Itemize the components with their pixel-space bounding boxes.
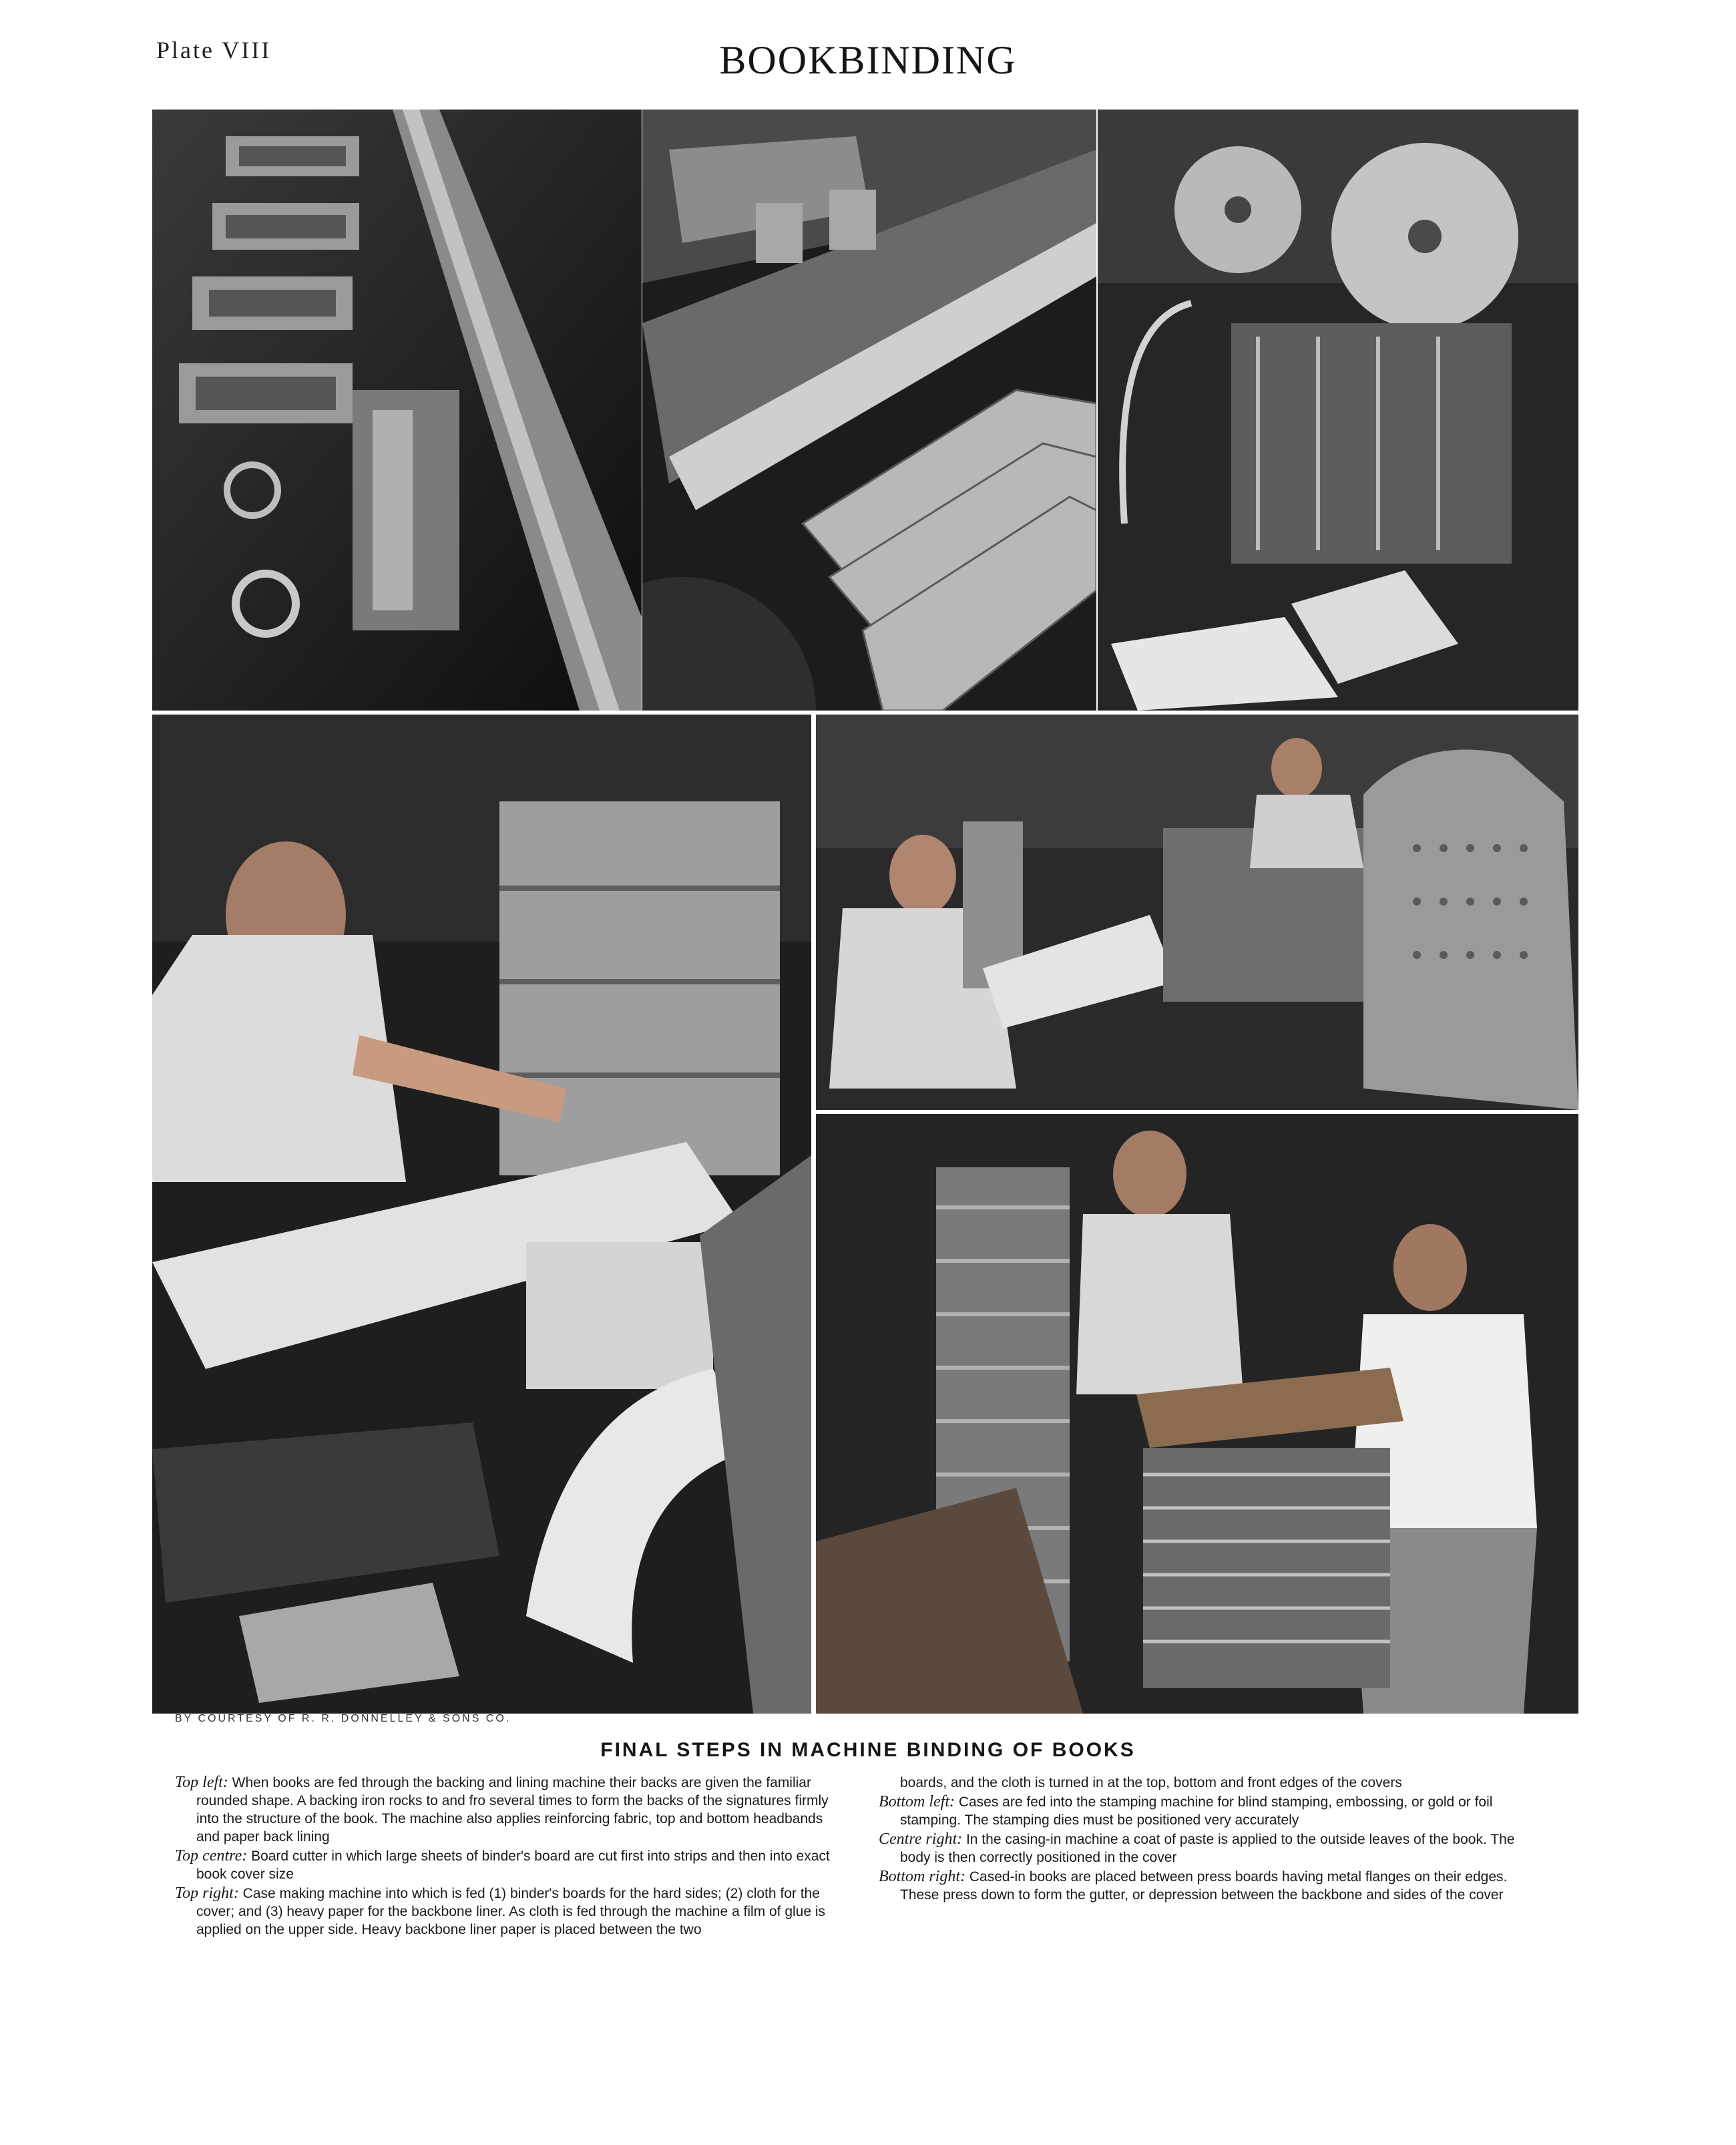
caption-text: Cased-in books are placed between press boards having metal flanges on their edges. These press down to form the gutter, or depression between the backbone and sides of the cover [900,1869,1508,1903]
page-title: BOOKBINDING [719,38,1017,82]
caption-column-right [879,1774,1533,1905]
board-cutter-illustration [642,110,1096,711]
case-making-machine-illustration [1098,110,1578,711]
caption-bottom-left [879,1793,1533,1829]
plate-number: VIII [222,37,272,63]
photo-top-left [152,110,642,711]
photo-centre-right [816,715,1578,1110]
casing-in-machine-illustration [816,715,1578,1110]
caption-text: Board cutter in which large sheets of binder's board are cut first into strips and then into exact book cover size [196,1848,830,1882]
caption-text: Cases are fed into the stamping machine for blind stamping, embossing, or gold or foil stamping. The stamping dies must be positioned very accurately [900,1794,1493,1828]
caption-column-left [175,1774,843,1940]
caption-text: In the casing-in machine a coat of paste is applied to the outside leaves of the book. The body is then correctly positioned in the cover [900,1832,1515,1865]
plate-word: Plate [156,37,214,63]
caption-lead: Centre right: [879,1830,963,1848]
caption-lead: Bottom right: [879,1868,965,1885]
caption-bottom-right [879,1868,1533,1904]
photo-bottom-right [816,1114,1578,1714]
backing-machine-illustration [152,110,642,711]
caption-top-centre [175,1847,843,1883]
caption-top-right-continuation: boards, and the cloth is turned in at the top, bottom and front edges of the covers [900,1775,1402,1790]
caption-lead: Top centre: [175,1847,248,1865]
caption-centre-right [879,1830,1533,1867]
caption-text: Case making machine into which is fed (1) binder's boards for the hard sides; (2) cloth for the cover; and (3) heavy paper for the backbone liner. As cloth is fed through the machine a film of glue is applied on the upper side. Heavy backbone liner paper is placed between the two [196,1886,826,1937]
press-boards-illustration [816,1114,1578,1714]
stamping-machine-illustration [152,715,811,1714]
photo-credit: BY COURTESY OF R. R. DONNELLEY & SONS CO. [175,1713,511,1724]
photo-top-centre [642,110,1096,711]
caption-lead: Bottom left: [879,1793,955,1810]
photo-top-right [1098,110,1578,711]
caption-top-right [175,1885,843,1939]
photo-bottom-left [152,715,811,1714]
caption-text: When books are fed through the backing and lining machine their backs are given the familiar rounded shape. A backing iron rocks to and fro several times to form the backs of the signatures firmly into the structure of the book. The machine also applies reinforcing fabric, top and bottom headbands and paper back lining [196,1775,829,1844]
caption-lead: Top left: [175,1774,228,1791]
caption-heading: FINAL STEPS IN MACHINE BINDING OF BOOKS [600,1739,1136,1761]
caption-lead: Top right: [175,1885,239,1902]
caption-top-left [175,1774,843,1846]
